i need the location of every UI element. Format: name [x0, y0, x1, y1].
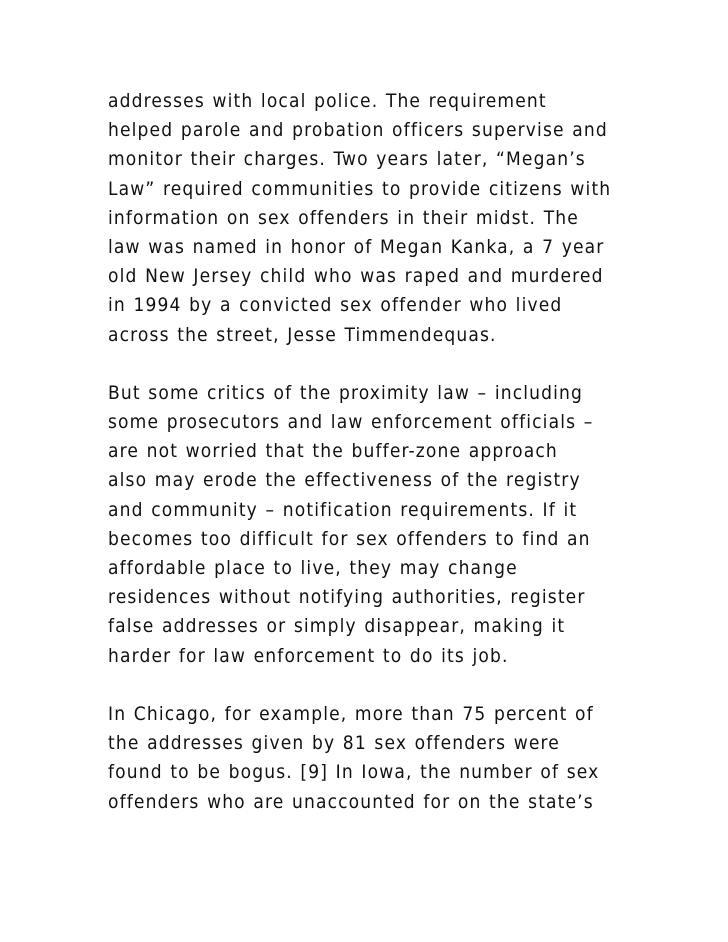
text-line: and community – notification requirements. If it — [108, 498, 578, 521]
paragraph-gap — [108, 671, 628, 700]
text-line: are not worried that the buffer-zone approach — [108, 440, 558, 463]
text-line: law was named in honor of Megan Kanka, a 7 year — [108, 235, 605, 258]
paragraph-1 — [108, 87, 628, 350]
text-line: harder for law enforcement to do its job. — [108, 644, 509, 667]
paragraph-gap — [108, 350, 628, 379]
paragraph-2 — [108, 379, 628, 671]
text-line: residences without notifying authorities, register — [108, 586, 586, 609]
text-line: information on sex offenders in their midst. The — [108, 206, 579, 229]
text-line: addresses with local police. The requirement — [108, 90, 547, 112]
text-line: In Chicago, for example, more than 75 percent of — [108, 702, 594, 725]
text-line: becomes too difficult for sex offenders to find an — [108, 527, 591, 550]
text-line: the addresses given by 81 sex offenders were — [108, 732, 560, 755]
text-line: But some critics of the proximity law – including — [108, 381, 584, 404]
body-text — [108, 87, 628, 817]
text-line: also may erode the effectiveness of the registry — [108, 469, 581, 492]
text-line: monitor their charges. Two years later, “Megan’s — [108, 148, 586, 171]
text-line: Law” required communities to provide citizens with — [108, 177, 612, 200]
text-line: offenders who are unaccounted for on the state’s — [108, 790, 594, 813]
text-line: helped parole and probation officers supervise and — [108, 119, 608, 142]
paragraph-3 — [108, 700, 628, 817]
text-line: old New Jersey child who was raped and murdered — [108, 265, 604, 288]
text-line: false addresses or simply disappear, making it — [108, 615, 566, 638]
text-line: some prosecutors and law enforcement officials – — [108, 411, 594, 434]
text-line: found to be bogus. [9] In Iowa, the number of sex — [108, 761, 600, 784]
text-line: affordable place to live, they may change — [108, 557, 518, 579]
text-line: across the street, Jesse Timmendequas. — [108, 323, 497, 346]
text-line: in 1994 by a convicted sex offender who lived — [108, 294, 563, 317]
